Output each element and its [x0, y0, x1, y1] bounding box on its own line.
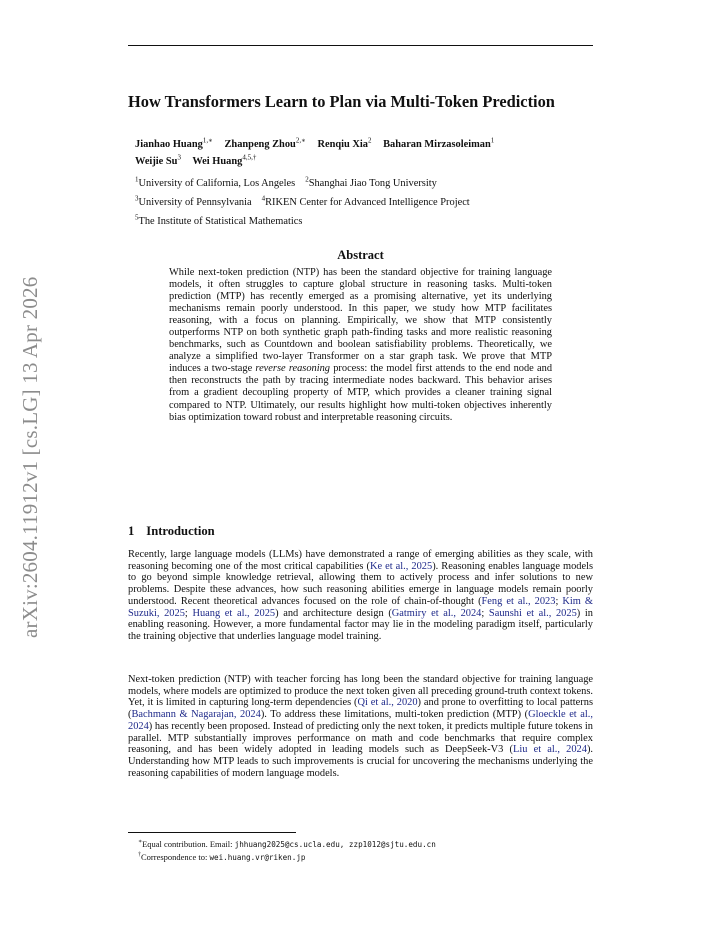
footnote: †Correspondence to: wei.huang.vr@riken.jp [138, 851, 306, 862]
author: Jianhao Huang$^{1,∗}$ [135, 137, 213, 151]
affiliation: $^1$University of California, Los Angeles [135, 176, 296, 190]
author: Renqiu Xia$^2$ [317, 137, 372, 151]
author: Weijie Su$^3$ [135, 153, 181, 167]
intro-paragraph-2: Next-token prediction (NTP) with teacher forcing has long been the standard objective for training language models, where models are optimized to produce the next token given all preceding ground-truth context tokens. Yet, it is limited in capturing long-term dependencies (Qi et al., 2020) and prone to overfitting to local patterns (Bachmann & Nagarajan, 2024). To address these limitations, multi-token prediction (MTP) (Gloeckle et al., 2024) has recently been proposed. Instead of predicting only the next token, it predicts multiple future tokens in parallel. MTP substantially improves performance on math and code benchmarks that require complex reasoning, and has been widely adopted in leading models such as DeepSeek-V3 (Liu et al., 2024). Understanding how MTP leads to such improvements is crucial for uncovering the mechanisms underlying the reasoning capabilities of modern language models. [128, 674, 593, 779]
affiliation: $^3$University of Pennsylvania [135, 194, 252, 209]
citation-link[interactable]: Saunshi et al., 2025 [488, 607, 577, 619]
author-list [135, 135, 595, 168]
emphasis: reverse reasoning [255, 363, 330, 375]
affiliation: $^4$RIKEN Center for Advanced Intelligence Project [261, 194, 470, 209]
affiliation: $^2$Shanghai Jiao Tong University [305, 176, 437, 190]
abstract-text: While next-token prediction (NTP) has been the standard objective for training language models, it often struggles to capture global structure in reasoning tasks. Multi-token prediction (MTP) has recently emerged as a promising alternative, yet its underlying mechanisms remain poorly understood. In this paper, we study how MTP facilitates reasoning, with a focus on planning. Empirically, we show that MTP consistently outperforms NTP on both synthetic graph path-finding tasks and more realistic reasoning benchmarks, such as Countdown and boolean satisfiability problems. Theoretically, we analyze a simplified two-layer Transformer on a star graph task. We prove that MTP induces a two-stage reverse reasoning process: the model first attends to the end node and then reconstructs the path by tracing intermediate nodes backward. This behavior arises from a gradient decoupling property of MTP, which provides a cleaner training signal compared to NTP. Ultimately, our results highlight how multi-token objectives inherently bias optimization toward robust and interpretable reasoning circuits. [169, 267, 553, 423]
citation-link[interactable]: Ke et al., 2025 [369, 560, 433, 572]
author: Baharan Mirzasoleiman$^1$ [383, 137, 495, 151]
citation-link[interactable]: Bachmann & Nagarajan, 2024 [131, 709, 261, 721]
footnote: ∗Equal contribution. Email: jhhuang2025@cs.ucla.edu, zzp1012@sjtu.edu.cn [138, 838, 436, 849]
abstract-heading: Abstract [337, 248, 384, 262]
citation-link[interactable]: Kim & Suzuki, 2025 [128, 595, 593, 619]
citation-link[interactable]: Gatmiry et al., 2024 [391, 607, 482, 619]
paper-title: How Transformers Learn to Plan via Multi-Token Prediction [128, 92, 555, 111]
title-rule [128, 45, 593, 46]
footnotes [138, 837, 436, 863]
author: Zhanpeng Zhou$^{2,∗}$ [224, 137, 306, 151]
citation-link[interactable]: Huang et al., 2025 [192, 607, 276, 619]
intro-paragraph-1: Recently, large language models (LLMs) have demonstrated a range of emerging abilities as they scale, with reasoning becoming one of the most critical capabilities (Ke et al., 2025). Reasoning enables language models to go beyond simple knowledge retrieval, allowing them to actively process and infer solutions to new problems. Despite these advances, how such reasoning abilities emerge in language models remain poorly understood. Recent theoretical advances focused on the role of chain-of-thought (Feng et al., 2023; Kim & Suzuki, 2025; Huang et al., 2025) and architecture design (Gatmiry et al., 2024; Saunshi et al., 2025) in enabling reasoning. However, a more fundamental factor may lie in the modeling paradigm itself, particularly the training objective that underlies language model training. [128, 549, 593, 642]
section-heading: 1 Introduction [128, 524, 215, 538]
citation-link[interactable]: Qi et al., 2020 [357, 697, 418, 709]
author: Wei Huang$^{4,5,\dagger}$ [192, 153, 257, 167]
arxiv-identifier: arXiv:2604.11912v1 [cs.LG] 13 Apr 2026 [18, 276, 42, 638]
affiliation-list [135, 173, 595, 230]
citation-link[interactable]: Gloeckle et al., 2024 [128, 709, 593, 732]
affiliation: $^5$The Institute of Statistical Mathematics [135, 213, 303, 228]
citation-link[interactable]: Liu et al., 2024 [512, 744, 587, 756]
citation-link[interactable]: Feng et al., 2023 [481, 595, 556, 607]
footnote-rule [128, 832, 296, 833]
